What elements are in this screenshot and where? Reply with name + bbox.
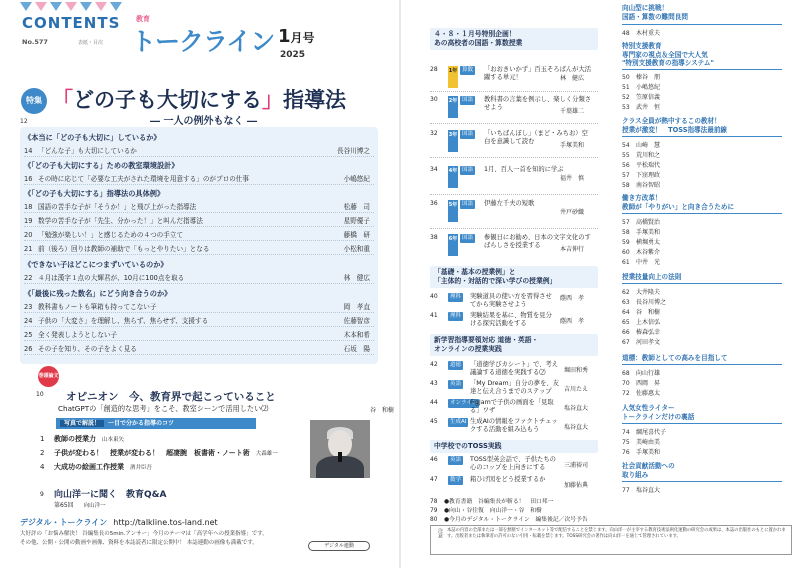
grade-article[interactable]: 36 5年 国語 伊藤左千夫の短歌 井戸砂織	[430, 200, 598, 222]
serial-item[interactable]: 54 山崎 慧	[622, 142, 661, 149]
article-row[interactable]: 20 「勉強が楽しい！」と感じるための４つの手立て 藤橋 研	[24, 230, 374, 241]
digital-url[interactable]: http://talkline.tos-land.net	[113, 518, 218, 527]
photo-article-row[interactable]: 4 大成功の絵画工作授業 酒井臣吾	[40, 463, 153, 471]
tos-article[interactable]: 46 英語 TOSS型英会話で、子供たちの心のコップを上向きにする 三浦裕司	[430, 456, 589, 472]
feature-start-page: 12	[20, 118, 28, 125]
basics-heading: 「基礎・基本の授業例」と 「主体的・対話的で深い学びの授業例」	[430, 266, 598, 288]
contents-label: CONTENTS	[22, 14, 121, 32]
serial-item[interactable]: 70 西岡 昇	[622, 380, 661, 387]
serial-item[interactable]: 61 中井 光	[622, 259, 661, 266]
serial-item[interactable]: 76 手塚美和	[622, 449, 661, 456]
serial-heading: 特別支援教育 専門家の視点＆全国で大人気 "特別支援教育の指導システム"	[622, 42, 714, 68]
article-row[interactable]: 16 その時に応じて「必要な工夫がされた環境を用意する」のがプロの仕事 小嶋悠紀	[24, 174, 374, 185]
serial-item[interactable]: 65 上木信弘	[622, 319, 661, 326]
opinion-page: 10	[36, 391, 44, 398]
serial-heading: 人気女性ライター トークラインだけの裏話	[622, 404, 695, 421]
month-label: 1月号	[278, 26, 315, 47]
curriculum-article[interactable]: 43 英語 「My Dream」自分の夢を、友達と伝え合うまでのステップ 吉川たえ	[430, 380, 589, 396]
grade-article[interactable]: 30 2年 国語 教科書の言葉を例示し、楽しく分類させよう 千葉雄二	[430, 96, 598, 118]
kyoiku-label: 教育	[136, 15, 150, 23]
digital-link-button[interactable]: デジタル連動	[308, 541, 370, 551]
science-article[interactable]: 40 理科 実験道具の使い方を習得させてから実験させよう 蔭西 孝	[430, 293, 585, 309]
magazine-logo: トークライン	[131, 27, 275, 56]
new-curriculum-heading: 新学習指導要領対応 道徳・英語・ オンラインの授業実践	[430, 334, 598, 356]
grade-article[interactable]: 28 1年 算数 「おおきいかず」百玉そろばんが大活躍する単元！ 林 健広	[430, 66, 598, 88]
article-row[interactable]: 25 全く発表しようとしない子 木本和希	[24, 330, 374, 341]
article-row[interactable]: 24 子供の「大変さ」を理解し、焦らず、焦らせず、支援する 佐藤智彦	[24, 316, 374, 327]
section-heading: 《本当に「どの子も大切に」しているか》	[24, 133, 161, 142]
digital-note: その他、公開・公開の動画や画像、資料を本誌読者に限定公開中！ 本誌連動の画像も満載です。	[20, 540, 258, 546]
opinion-subtitle: ChatGPTの「創造的な思考」をこそ、教室シーンで活用したい⑵	[58, 404, 269, 413]
serial-item[interactable]: 63 長谷川博之	[622, 299, 667, 306]
feature-subtitle: ― 一人の例外もなく ―	[150, 116, 257, 127]
serial-item[interactable]: 75 美崎由美	[622, 439, 661, 446]
photo-explain-strip: 写真で解説！ 一目で分かる指導のコツ	[56, 418, 256, 429]
bunting-decoration	[20, 2, 122, 11]
serial-item[interactable]: 52 笠原信義	[622, 94, 661, 101]
serial-item[interactable]: 68 向山行雄	[622, 370, 661, 377]
tos-heading: 中学校でのTOSS実践	[430, 440, 598, 453]
opinion-badge: 巻頭論文	[38, 366, 59, 387]
section-heading: 《「どの子も大切にする」指導法の具体例》	[24, 189, 165, 198]
serial-item[interactable]: 67 河田孝文	[622, 339, 661, 346]
section-heading: 《「最後に残った数名」にどう向き合うのか》	[24, 289, 172, 298]
serial-heading: 働き方改革！ 教師が「やりがい」と向き合うために	[622, 194, 735, 211]
section-heading: 《できない子はどこにつまずいているのか》	[24, 260, 168, 269]
article-row[interactable]: 23 教科書もノートも筆箱も持ってこない子 岡 孝直	[24, 302, 374, 313]
year-label: 2025	[280, 50, 306, 60]
serial-item[interactable]: 57 高橋賢治	[622, 219, 661, 226]
science-article[interactable]: 41 理科 実験結果を基に、物質を見分ける探究活動をする 蔭西 孝	[430, 312, 585, 328]
serial-heading: クラス全員が熱中するこの教材！ 授業が激変！ TOSS指導法最前線	[622, 117, 728, 134]
serial-item[interactable]: 66 椿森弘幸	[622, 329, 661, 336]
article-row[interactable]: 18 国語の苦手な子が「そうか！」と飛び上がった指導法 松藤 司	[24, 202, 374, 213]
serial-item[interactable]: 77 塩谷直大	[622, 487, 661, 494]
serial-item[interactable]: 51 小嶋悠紀	[622, 84, 661, 91]
bottom-list-item[interactable]: 79 ●向山・谷往復 向山洋一・谷 和樹	[430, 508, 542, 514]
qa-title[interactable]: 向山洋一に聞く 教育Q&A	[54, 490, 167, 500]
serial-item[interactable]: 55 荒川和之	[622, 152, 661, 159]
grade-article[interactable]: 32 3年 国語 「いちばんぼし」（まど・みちお）空白を意識して読む 手塚美和	[430, 130, 598, 152]
serial-item[interactable]: 48 木村重夫	[622, 30, 661, 37]
curriculum-article[interactable]: 42 道徳 「道徳学びカシート」で、考え議論する道徳を実践する⑵ 堀田和秀	[430, 361, 589, 377]
right-page	[400, 0, 800, 568]
serial-item[interactable]: 56 平松瑞代	[622, 162, 661, 169]
serial-heading: 社会貢献活動への 取り組み	[622, 462, 675, 479]
article-row[interactable]: 22 ４月は漢字１点の大輝君が、10月に100点を取る 林 健広	[24, 273, 374, 284]
copyright-notice: 注意 本誌の内容の全部または一部を無断でインターネット等で配信することを禁じます。向山洋一が主宰する教育技術法則化運動の研究会の成果は、本誌の出版社のもとに置かれます。出版者または執筆者の許可のない引用・転載を禁じます。TOSS研究会の著作は向山洋一を通じて管理されています。	[430, 525, 792, 555]
serial-item[interactable]: 58 手塚美和	[622, 229, 661, 236]
section-heading: 《「どの子も大切にする」ための教室環境設計》	[24, 161, 179, 170]
serial-item[interactable]: 59 横堀勇太	[622, 239, 661, 246]
serial-item[interactable]: 57 下窪理政	[622, 172, 661, 179]
serial-heading: 向山型に挑戦！ 国語・算数の難問良問	[622, 4, 688, 21]
feature-badge: 特集	[21, 88, 47, 114]
serial-item[interactable]: 53 武井 恒	[622, 104, 661, 111]
grade-article[interactable]: 38 6年 国語 参観日にお勧め、日本の文字文化のすばらしさを授業する 本吉伸行	[430, 234, 598, 256]
grade-article[interactable]: 34 4年 国語 1月、百人一首を知的に学ぶ 福井 慎	[430, 166, 598, 188]
serial-item[interactable]: 62 大井隆夫	[622, 289, 661, 296]
opinion-author: 谷 和樹	[370, 407, 395, 414]
curriculum-article[interactable]: 44 オンライン FigJamで子供の画面を「見取る」ワザ 塩谷直大	[430, 399, 589, 415]
digital-note: 大好評の「お悩み解決！ 谷編集長の5min.アンサー」今月のテーマは「高学年への授業指導」です。	[20, 531, 268, 537]
photo-article-row[interactable]: 2 子供が変わる！ 授業が変わる！ 超凄腕 板書術・ノート術 大森雄一	[40, 449, 278, 457]
qa-sub: 第65回 向山洋一	[54, 502, 106, 509]
article-row[interactable]: 26 その子を知り、その子をよく見る 石坂 陽	[24, 344, 374, 355]
opinion-title[interactable]: オピニオン 今、教育界で起こっていること	[66, 391, 276, 403]
special-project-heading: ４・８・１月号特別企画！ あの高校者の国語・算数授業	[430, 28, 598, 50]
bottom-list-item[interactable]: 78 ●教育書籍 谷編集長が斬る！ 田口邦一	[430, 499, 554, 505]
serial-heading: 授業技量向上の法則	[622, 273, 682, 281]
article-row[interactable]: 21 前（後ろ）回りは教師の補助で「もっとやりたい」となる 小松和重	[24, 244, 374, 255]
qa-page: 9	[40, 491, 44, 498]
issue-number: No.577 表紙・目次	[22, 38, 103, 46]
curriculum-article[interactable]: 45 生成AI 生成AIの情報をファクトチェックする活動を組み込もう 塩谷直大	[430, 418, 589, 434]
serial-item[interactable]: 58 南谷智昭	[622, 182, 661, 189]
article-row[interactable]: 19 数学の苦手な子が「先生、分かった！」と叫んだ指導法 星野優子	[24, 216, 374, 227]
article-row[interactable]: 14 「どんな子」も大切にしているか 長谷川博之	[24, 146, 374, 157]
feature-contents-box	[20, 127, 378, 364]
microphone-icon	[338, 452, 342, 462]
speaker-photo	[310, 420, 370, 478]
serial-item[interactable]: 60 木谷紫介	[622, 249, 661, 256]
serial-item[interactable]: 64 谷 和樹	[622, 309, 661, 316]
tos-article[interactable]: 47 数学 箱ひげ図をどう授業するか 加藤佑典	[430, 476, 589, 489]
photo-article-row[interactable]: 1 教師の授業力 山本東矢	[40, 435, 125, 443]
feature-title[interactable]: 「どの子も大切にする」指導法	[52, 88, 346, 112]
serial-item[interactable]: 74 綱尾喜代子	[622, 429, 667, 436]
serial-item[interactable]: 72 佐藤惠太	[622, 390, 661, 397]
serial-item[interactable]: 50 榛谷 朋	[622, 74, 661, 81]
bottom-list-item[interactable]: 80 ●今月のデジタル・トークライン 編集後記／次号予告	[430, 517, 588, 523]
serial-heading: 道標：教師としての高みを目指して	[622, 354, 728, 362]
digital-talkline: デジタル・トークライン http://talkline.tos-land.net	[20, 518, 218, 527]
